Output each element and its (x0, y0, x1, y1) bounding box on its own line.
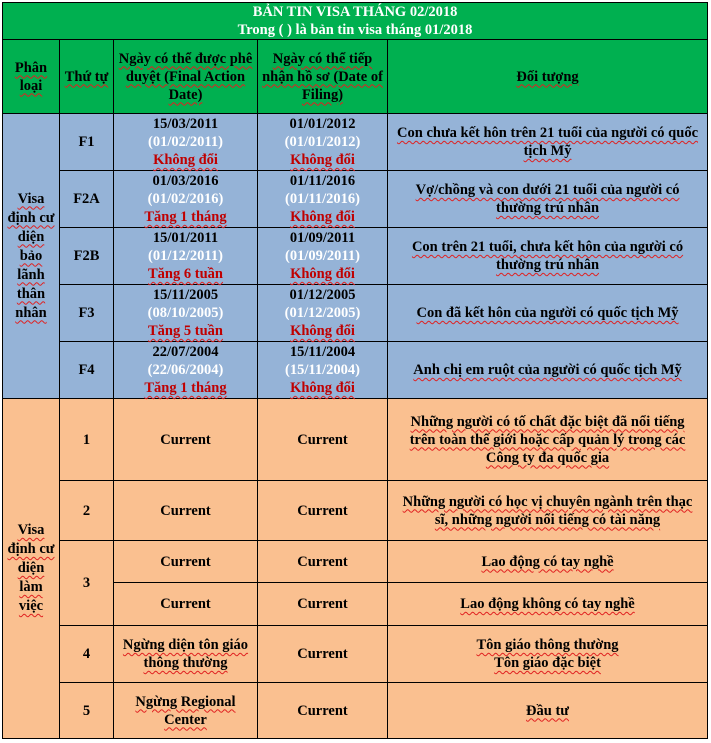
filing-cell: Current (258, 626, 388, 683)
filing-cell: 01/12/2005 (01/12/2005) Không đổi (258, 285, 388, 342)
filing-cell: 15/11/2004 (15/11/2004) Không đổi (258, 342, 388, 399)
audience-cell: Những người có tố chất đặc biệt đã nổi tiếng trên toàn thế giới hoặc cấp quản lý trong các Công ty đa quốc gia (388, 399, 708, 481)
table-row (3, 481, 708, 541)
final-action-cell: Current (114, 583, 258, 626)
table-row (3, 683, 708, 739)
audience-cell: Anh chị em ruột của người có quốc tịch Mỹ (388, 342, 708, 399)
bulletin-title: BẢN TIN VISA THÁNG 02/2018 (252, 4, 458, 20)
final-action-cell: Current (114, 541, 258, 583)
header-audience: Đối tượng (388, 40, 708, 114)
title-cell (3, 3, 708, 40)
audience-cell: Lao động có tay nghề (388, 541, 708, 583)
table-row (3, 285, 708, 342)
final-action-cell: 22/07/2004 (22/06/2004) Tăng 1 tháng (114, 342, 258, 399)
table-row (3, 171, 708, 228)
family-category-cell: Visa định cư diện bảo lãnh thân nhân (3, 114, 60, 399)
order-cell: 5 (60, 683, 114, 739)
header-order: Thứ tự (60, 40, 114, 114)
table-row (3, 114, 708, 171)
final-action-cell: Ngừng diện tôn giáo thông thường (114, 626, 258, 683)
audience-cell: Những người có học vị chuyên ngành trên thạc sĩ, những người nổi tiếng có tài năng (388, 481, 708, 541)
table-row (3, 626, 708, 683)
table-row (3, 399, 708, 481)
order-cell: F3 (60, 285, 114, 342)
audience-cell: Con trên 21 tuổi, chưa kết hôn của người có thường trú nhân (388, 228, 708, 285)
filing-cell: 01/09/2011 (01/09/2011) Không đổi (258, 228, 388, 285)
final-action-cell: Current (114, 399, 258, 481)
bulletin-subtitle: Trong ( ) là bản tin visa tháng 01/2018 (237, 22, 473, 38)
filing-cell: Current (258, 481, 388, 541)
final-action-cell: Ngừng Regional Center (114, 683, 258, 739)
table-row (3, 342, 708, 399)
order-cell: F2A (60, 171, 114, 228)
audience-cell: Tôn giáo thông thường Tôn giáo đặc biệt (388, 626, 708, 683)
audience-cell: Lao động không có tay nghề (388, 583, 708, 626)
order-cell: 4 (60, 626, 114, 683)
column-header-row (3, 40, 708, 114)
filing-cell: Current (258, 683, 388, 739)
final-action-cell: 15/01/2011 (01/12/2011) Tăng 6 tuần (114, 228, 258, 285)
table-row (3, 541, 708, 583)
order-cell: 1 (60, 399, 114, 481)
audience-cell: Con chưa kết hôn trên 21 tuổi của người có quốc tịch Mỹ (388, 114, 708, 171)
filing-cell: 01/11/2016 (01/11/2016) Không đổi (258, 171, 388, 228)
audience-cell: Vợ/chồng và con dưới 21 tuổi của người có thường trú nhân (388, 171, 708, 228)
order-cell: 2 (60, 481, 114, 541)
audience-cell: Đầu tư (388, 683, 708, 739)
title-row (3, 3, 708, 40)
header-category: Phân loại (3, 40, 60, 114)
final-action-cell: 15/03/2011 (01/02/2011) Không đổi (114, 114, 258, 171)
final-action-cell: 15/11/2005 (08/10/2005) Tăng 5 tuần (114, 285, 258, 342)
visa-bulletin-table (2, 2, 708, 739)
final-action-cell: 01/03/2016 (01/02/2016) Tăng 1 tháng (114, 171, 258, 228)
order-cell: F2B (60, 228, 114, 285)
header-final-action: Ngày có thể được phê duyệt (Final Action Date) (114, 40, 258, 114)
order-cell: F1 (60, 114, 114, 171)
filing-cell: Current (258, 583, 388, 626)
final-action-cell: Current (114, 481, 258, 541)
employment-category-cell: Visa định cư diện làm việc (3, 399, 60, 739)
table-row (3, 228, 708, 285)
filing-cell: Current (258, 541, 388, 583)
audience-cell: Con đã kết hôn của người có quốc tịch Mỹ (388, 285, 708, 342)
filing-cell: Current (258, 399, 388, 481)
header-filing: Ngày có thể tiếp nhận hồ sơ (Date of Filing) (258, 40, 388, 114)
order-cell: F4 (60, 342, 114, 399)
filing-cell: 01/01/2012 (01/01/2012) Không đổi (258, 114, 388, 171)
order-cell: 3 (60, 541, 114, 626)
